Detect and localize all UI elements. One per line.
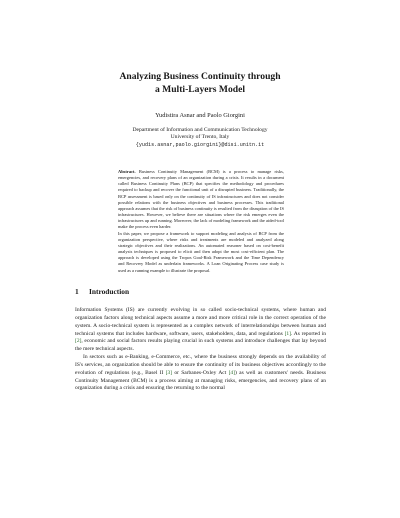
- affiliation: [0, 127, 400, 149]
- citation-link[interactable]: [3]: [165, 369, 173, 376]
- section-heading: [75, 287, 325, 296]
- abstract-text-1: Business Continuity Management (BCM) is a process to manage risks, emergencies, and recovery plans of an organization during a crisis. It results in a document called Business Continuity Plans (BCP) that specifies the methodology and procedures required to backup and recover the functional unit of a disrupted business. Traditionally, the BCP assessment is based only on the continuity of IS infrastructures and does not consider possible relations with the business objectives and business processes. This traditional approach assumes that the risk of business continuity is resulted from the disruption of the IS infrastructures. However, we believe there are situations where the risk emerges even the infrastructures up and running. Moreover, the lack of modeling framework and the aided-tool make the process even harder.: [118, 169, 284, 230]
- section-number: 1: [75, 287, 79, 296]
- body-text-segment: Information Systems (IS) are currently evolving in so called socio-technical systems, where human and organization factors along technical aspects assume a more and more critical role in the correct operation of the system. A socio-technical system is represented as a complex network of interrelationships between human and technical systems that includes hardware, software, users, stakeholders, data, and regulations: [75, 307, 326, 337]
- authors: Yudistira Asnar and Paolo Giorgini: [155, 112, 245, 119]
- title-line-2: a Multi-Layers Model: [154, 83, 246, 95]
- title-line-1: Analyzing Business Continuity through: [119, 71, 281, 82]
- body-paragraph-2: [75, 354, 326, 393]
- body-text: [75, 307, 326, 393]
- body-text-segment: In sectors such as e-Banking, e-Commerce, etc., where the business strongly depends on the availability of IS's services, an organization should be able to ensure the continuity of its business objectives accordingly to the evolution of regulations (e.g., Basel II: [75, 354, 326, 376]
- body-text-segment: or Sarbanes-Oxley Act: [172, 369, 229, 376]
- abstract-paragraph-1: [118, 169, 284, 231]
- author-email: {yudis.asnar,paolo.giorgini}@disi.unitn.it: [135, 141, 265, 148]
- citation-link[interactable]: [1]: [284, 330, 291, 337]
- university: University of Trento, Italy: [170, 134, 230, 141]
- body-text-segment: ) as well as customers' needs. Business Continuity Management (BCM) is a process aiming at managing risks, emergencies, and recovery plans of an organization during a crisis and ensuring the returning to the normal: [75, 369, 326, 392]
- paper-title: [0, 71, 400, 96]
- abstract: [118, 169, 284, 274]
- body-paragraph-1: [75, 307, 326, 354]
- citation-link[interactable]: [4]: [228, 369, 235, 376]
- abstract-paragraph-2: In this paper, we propose a framework to support modeling and analysis of BCP from the organization perspective, where risks and treatments are modeled and analyzed along strategic objectives and their realizations. An automated reasoner based on cost-benefit analysis techniques is proposed to elicit and then adopt the most cost-efficient plan. The approach is developed using the Tropos Goal-Risk Framework and the Time Dependency and Recovery Model as underlain frameworks. A Loan Originating Process case study is used as a running example to illustrate the proposal.: [118, 230, 284, 273]
- department: Department of Information and Communication Technology: [132, 127, 268, 133]
- citation-link[interactable]: [2]: [75, 338, 82, 345]
- body-text-segment: . As reported in: [291, 330, 326, 337]
- section-title: Introduction: [89, 287, 130, 296]
- abstract-label: Abstract.: [118, 169, 136, 174]
- body-text-segment: , economic and social factors results playing crucial in such systems and introduce challenges that lay beyond the mere technical aspects.: [75, 338, 326, 353]
